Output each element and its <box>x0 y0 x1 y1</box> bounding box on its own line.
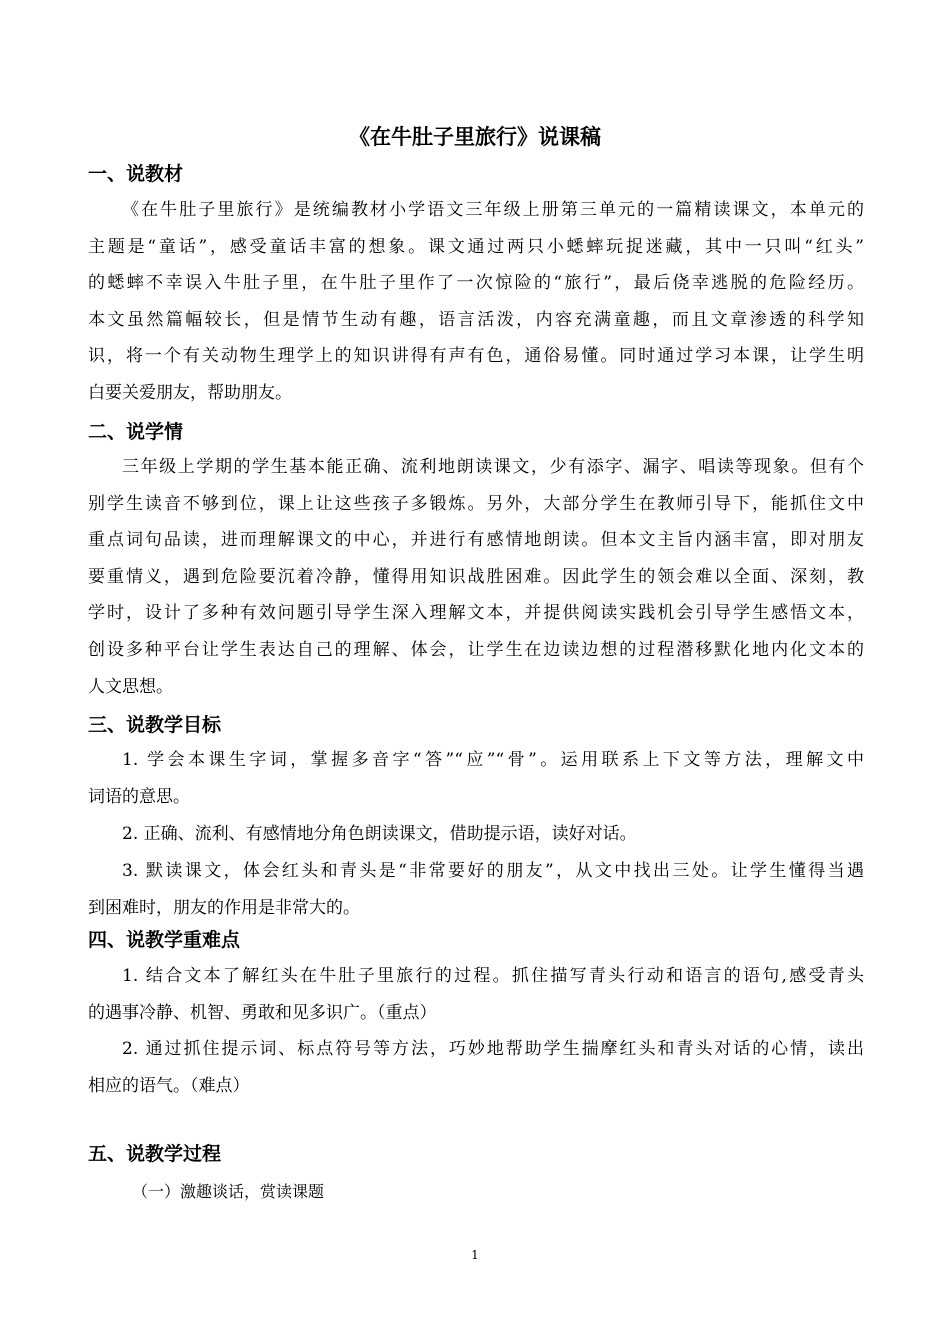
section-heading-teaching-goals: 三、说教学目标 <box>88 714 222 736</box>
goal-item-3 <box>88 853 864 926</box>
text-line: 本文虽然篇幅较长，但是情节生动有趣，语言活泼，内容充满童趣，而且文章渗透的科学知 <box>88 309 864 330</box>
key-point-item-2 <box>88 1031 864 1104</box>
section-heading-student-analysis: 二、说学情 <box>88 421 184 443</box>
page-number: 1 <box>471 1248 479 1262</box>
section-heading-teaching-material: 一、说教材 <box>88 163 184 185</box>
text-line: 《在牛肚子里旅行》是统编教材小学语文三年级上册第三单元的一篇精读课文，本单元的 <box>122 200 864 220</box>
text-line: 主题是“童话”，感受童话丰富的想象。课文通过两只小蟋蟀玩捉迷藏，其中一只叫“红头” <box>88 236 864 257</box>
section-heading-key-difficult-points: 四、说教学重难点 <box>88 929 241 951</box>
text-line: 白要关爱朋友，帮助朋友。 <box>88 382 292 403</box>
text-line: 1. 学会本课生字词，掌握多音字“答”“应”“骨”。运用联系上下文等方法，理解文中 <box>122 750 864 770</box>
text-line: 到困难时，朋友的作用是非常大的。 <box>88 897 360 918</box>
text-line: 1. 结合文本了解红头在牛肚子里旅行的过程。抓住描写青头行动和语言的语句,感受青头 <box>122 966 864 986</box>
goal-item-2 <box>88 816 864 853</box>
text-line: 2. 通过抓住提示词、标点符号等方法，巧妙地帮助学生揣摩红头和青头对话的心情，读出 <box>122 1039 864 1059</box>
text-line: 创设多种平台让学生表达自己的理解、体会，让学生在边读边想的过程潜移默化地内化文本的 <box>88 639 864 660</box>
goal-item-1 <box>88 742 864 815</box>
section-heading-teaching-process: 五、说教学过程 <box>88 1143 222 1165</box>
paragraph-student-analysis <box>88 449 864 705</box>
text-line: 相应的语气。（难点） <box>88 1075 250 1096</box>
text-line: 2. 正确、流利、有感情地分角色朗读课文，借助提示语，读好对话。 <box>122 824 637 844</box>
text-line: 的遇事冷静、机智、勇敢和见多识广。（重点） <box>88 1002 437 1023</box>
text-line: 别学生读音不够到位，课上让这些孩子多锻炼。另外，大部分学生在教师引导下，能抓住文中 <box>88 493 864 514</box>
text-line: 要重情义，遇到危险要沉着冷静，懂得用知识战胜困难。因此学生的领会难以全面、深刻，教 <box>88 566 864 587</box>
text-line: 3. 默读课文，体会红头和青头是“非常要好的朋友”，从文中找出三处。让学生懂得当遇 <box>122 861 864 881</box>
process-step-1: （一）激趣谈话，赏读课题 <box>132 1182 325 1201</box>
text-line: 三年级上学期的学生基本能正确、流利地朗读课文，少有添字、漏字、唱读等现象。但有个 <box>122 457 864 477</box>
text-line: 人文思想。 <box>88 676 173 697</box>
text-line: 学时，设计了多种有效问题引导学生深入理解文本，并提供阅读实践机会引导学生感悟文本， <box>88 603 864 624</box>
document-title: 《在牛肚子里旅行》说课稿 <box>349 125 601 149</box>
text-line: 识，将一个有关动物生理学上的知识讲得有声有色，通俗易懂。同时通过学习本课，让学生明 <box>88 346 864 367</box>
text-line: 词语的意思。 <box>88 786 190 807</box>
text-line: 的蟋蟀不幸误入牛肚子里，在牛肚子里作了一次惊险的“旅行”，最后侥幸逃脱的危险经历。 <box>88 273 864 294</box>
paragraph-teaching-material <box>88 192 864 412</box>
key-point-item-1 <box>88 958 864 1031</box>
text-line: 重点词句品读，进而理解课文的中心，并进行有感情地朗读。但本文主旨内涵丰富，即对朋友 <box>88 530 864 551</box>
